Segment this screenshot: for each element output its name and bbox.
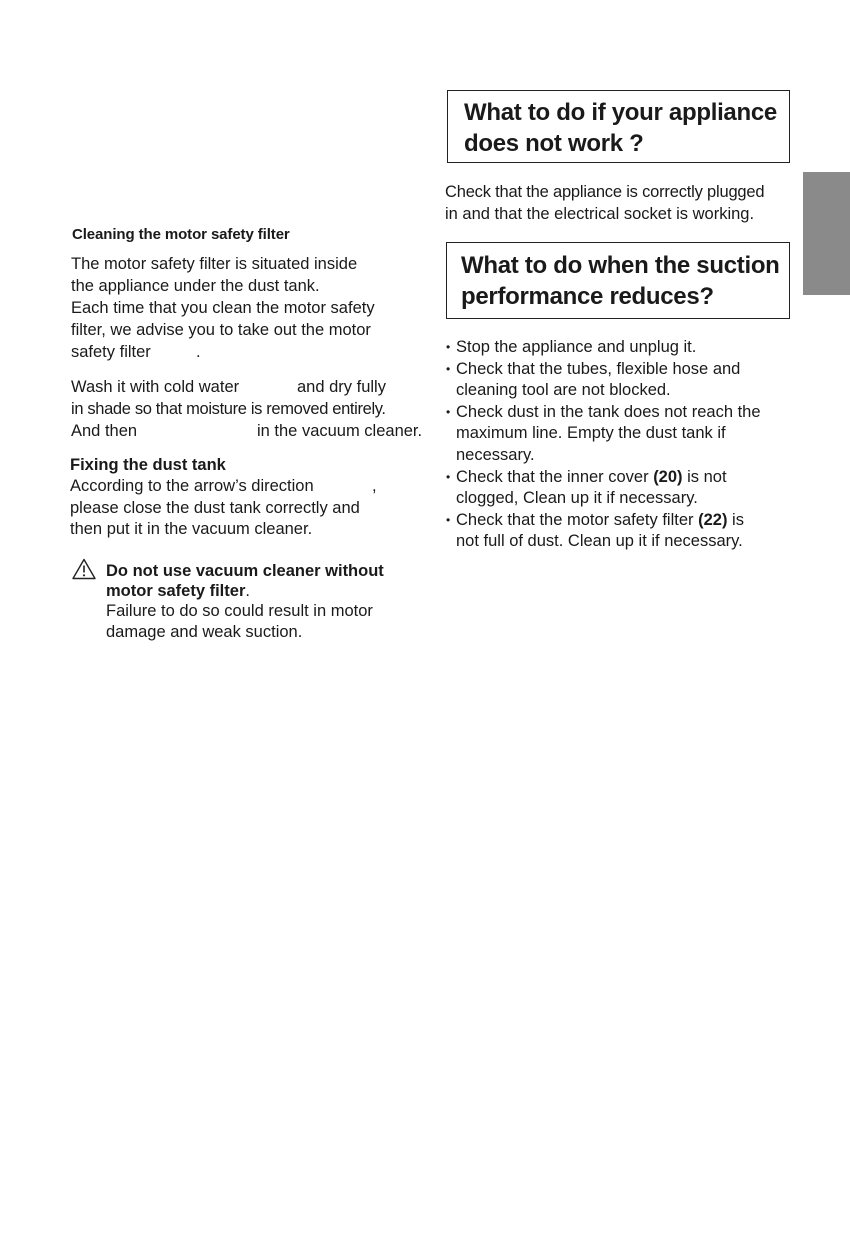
- section-box-not-working: [447, 90, 790, 163]
- motor-filter-heading: Cleaning the motor safety filter: [72, 226, 290, 243]
- warning-bold-line: Do not use vacuum cleaner without: [106, 562, 384, 580]
- list-item: [446, 337, 806, 359]
- wash-text-part: And then: [71, 422, 138, 440]
- warning-period: .: [245, 582, 250, 600]
- motor-filter-text-period: .: [196, 343, 201, 361]
- wash-text-part: and dry fully: [297, 378, 386, 396]
- list-item-text: Check that the motor safety filter: [456, 510, 699, 529]
- list-item-text: is: [727, 510, 744, 529]
- box-title-line: does not work ?: [464, 130, 644, 157]
- suction-checklist: [446, 337, 806, 553]
- motor-filter-text-line: the appliance under the dust tank.: [71, 277, 320, 295]
- check-text-line: Check that the appliance is correctly plugged: [445, 183, 765, 201]
- list-item: [446, 510, 806, 553]
- dust-tank-heading: Fixing the dust tank: [70, 456, 226, 474]
- wash-text-part: in the vacuum cleaner.: [257, 422, 423, 440]
- bullet-dot: •: [446, 404, 451, 419]
- list-item: [446, 402, 806, 467]
- warning-triangle-icon: [72, 558, 96, 580]
- wash-text-part: Wash it with cold water: [71, 378, 240, 396]
- box-title-line: What to do if your appliance: [464, 99, 777, 126]
- wash-text-line: in shade so that moisture is removed entirely.: [71, 400, 386, 418]
- list-item-line: Check that the tubes, flexible hose and: [456, 359, 741, 378]
- bullet-dot: •: [446, 340, 451, 354]
- list-item-text: Check that the inner cover: [456, 467, 654, 486]
- box-title-line: performance reduces?: [461, 283, 714, 310]
- box-title-line: What to do when the suction: [461, 252, 780, 279]
- list-item: [446, 467, 806, 510]
- warning-bold-text: motor safety filter: [106, 582, 246, 600]
- warning-bold-line-2: [106, 580, 250, 602]
- motor-filter-text-line: filter, we advise you to take out the motor: [71, 321, 371, 339]
- list-item-line: Check dust in the tank does not reach the: [456, 402, 761, 421]
- list-item-line: not full of dust. Clean up it if necessary.: [456, 532, 743, 551]
- list-item: [446, 359, 806, 402]
- motor-filter-text-line: Each time that you clean the motor safety: [71, 299, 375, 317]
- bullet-dot: •: [446, 512, 451, 527]
- warning-text-line: Failure to do so could result in motor: [106, 602, 373, 620]
- dust-tank-text-line: then put it in the vacuum cleaner.: [70, 520, 313, 538]
- list-item-line: [456, 510, 806, 532]
- list-item-line: clogged, Clean up it if necessary.: [456, 489, 698, 508]
- part-reference: (20): [653, 467, 683, 486]
- dust-tank-text-comma: ,: [372, 477, 377, 495]
- list-item-line: cleaning tool are not blocked.: [456, 381, 671, 400]
- bullet-dot: •: [446, 469, 451, 484]
- check-text-line: in and that the electrical socket is working.: [445, 205, 755, 223]
- section-box-suction: [446, 242, 790, 319]
- part-reference: (22): [698, 510, 728, 529]
- bullet-dot: •: [446, 361, 451, 376]
- side-tab: [803, 172, 850, 295]
- dust-tank-text-line: please close the dust tank correctly and: [70, 499, 360, 517]
- list-item-line: maximum line. Empty the dust tank if: [456, 424, 726, 443]
- warning-text-line: damage and weak suction.: [106, 623, 303, 641]
- dust-tank-text-line: According to the arrow’s direction: [70, 477, 314, 495]
- motor-filter-text-line: The motor safety filter is situated inside: [71, 255, 358, 273]
- list-item-line: necessary.: [456, 445, 535, 464]
- motor-filter-text-line: safety filter: [71, 343, 151, 361]
- list-item-line: Stop the appliance and unplug it.: [456, 338, 697, 356]
- list-item-text: is not: [682, 467, 727, 486]
- list-item-line: [456, 467, 806, 489]
